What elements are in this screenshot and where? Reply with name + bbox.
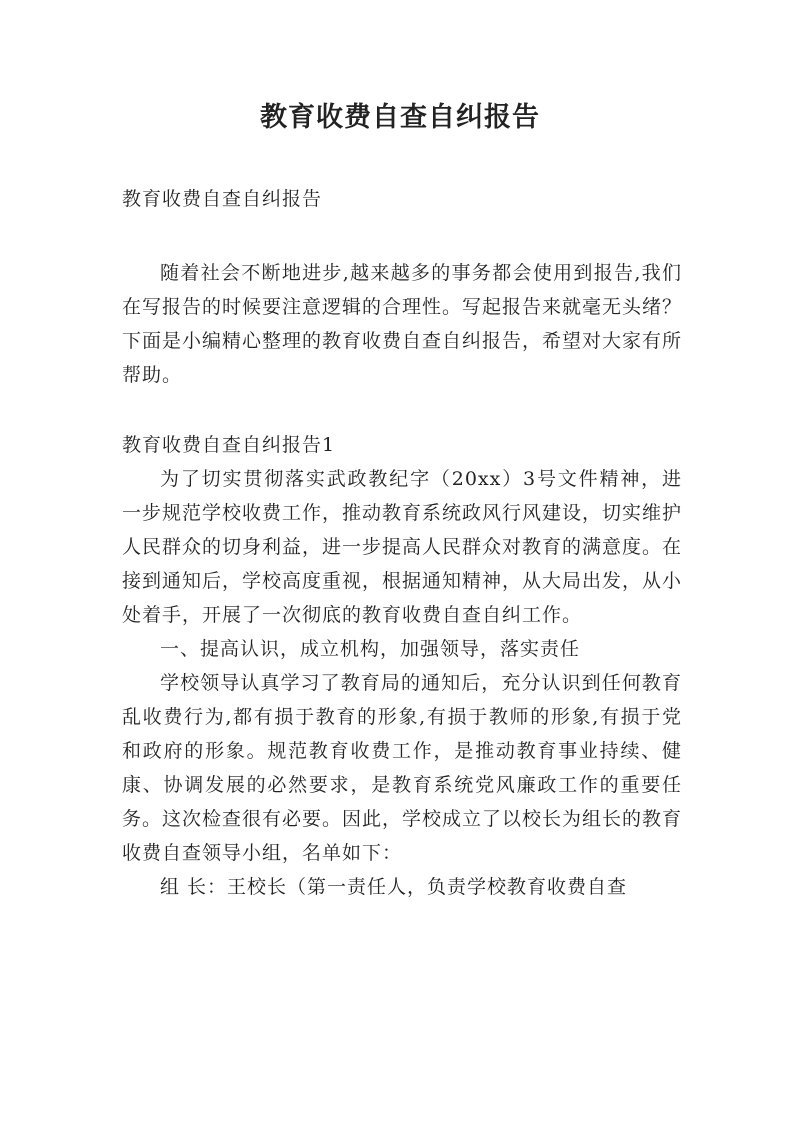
document-body	[122, 182, 682, 904]
section-paragraph: 组 长：王校长（第一责任人，负责学校教育收费自查	[160, 876, 628, 898]
section-subheading: 一、提高认识，成立机构，加强领导，落实责任	[160, 638, 581, 660]
section-heading: 教育收费自查自纠报告1	[122, 434, 336, 456]
intro-paragraph: 随着社会不断地进步,越来越多的事务都会使用到报告,我们在写报告的时候要注意逻辑的合理性。写起报告来就毫无头绪？下面是小编精心整理的教育收费自查自纠报告，希望对大家有所帮助。	[122, 262, 683, 386]
document-title: 教育收费自查自纠报告	[260, 102, 540, 133]
spacer	[122, 216, 682, 256]
spacer	[122, 392, 682, 428]
section-paragraph: 为了切实贯彻落实武政教纪字（20xx）3号文件精神，进一步规范学校收费工作，推动教育系统政风行风建设，切实维护人民群众的切身利益，进一步提高人民群众对教育的满意度。在接到通知后，学校高度重视，根据通知精神，从大局出发，从小处着手，开展了一次彻底的教育收费自查自纠工作。	[122, 468, 683, 626]
section-paragraph: 学校领导认真学习了教育局的通知后，充分认识到任何教育乱收费行为,都有损于教育的形象,有损于教师的形象,有损于党和政府的形象。规范教育收费工作，是推动教育事业持续、健康、协调发展的必然要求，是教育系统党风廉政工作的重要任务。这次检查很有必要。因此，学校成立了以校长为组长的教育收费自查领导小组，名单如下：	[122, 672, 683, 864]
document-subtitle: 教育收费自查自纠报告	[122, 188, 323, 210]
